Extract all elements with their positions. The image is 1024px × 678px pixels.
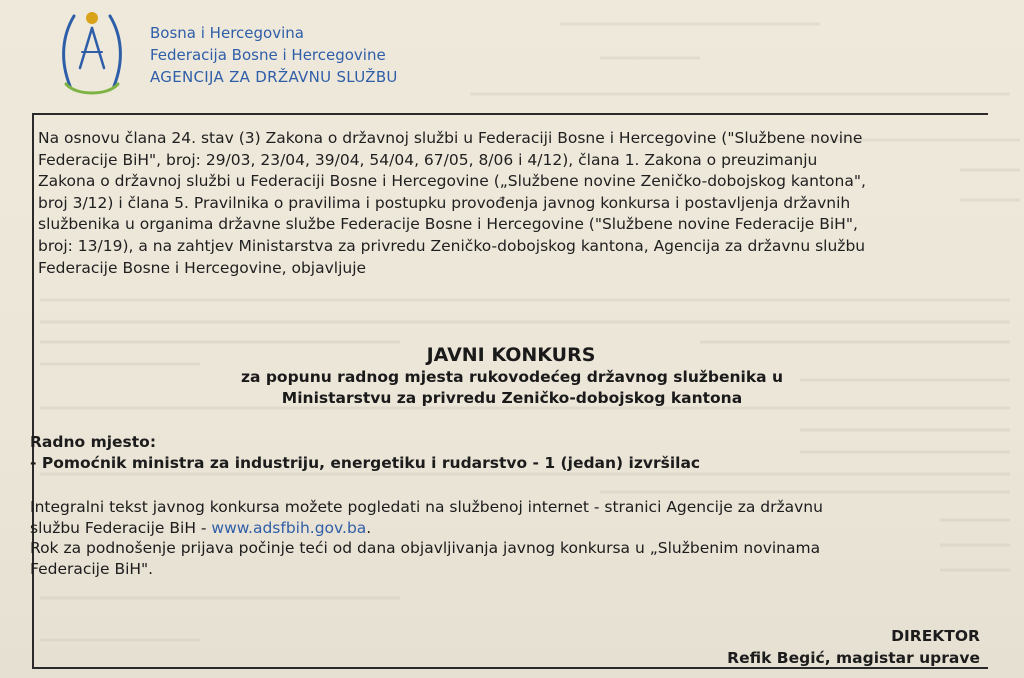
competition-title: JAVNI KONKURS [426,344,596,366]
preamble-line: službenika u organima državne službe Federacije Bosne i Hercegovine ("Službene novine Federacije BiH", [38,215,858,234]
preamble-line: Federacije BiH", broj: 29/03, 23/04, 39/04, 54/04, 67/05, 8/06 i 4/12), člana 1. Zakona o preuzimanju [38,150,818,169]
competition-subtitle-line1: za popunu radnog mjesta rukovodećeg državnog službenika u [240,368,784,386]
preamble-line: broj 3/12) i člana 5. Pravilnika o pravilima i postupku provođenja javnog konkursa i postavljenja državnih [38,193,851,212]
info-line4: Federacije BiH". [30,559,154,578]
agency-name: AGENCIJA ZA DRŽAVNU SLUŽBU [150,68,398,86]
competition-title-block [0,343,1024,409]
header-rule [32,113,988,115]
signature-block [727,625,980,669]
agency-logo-icon [52,6,132,102]
info-line1: Integralni tekst javnog konkursa možete pogledati na službenoj internet - stranici Agencije za državnu [30,498,823,516]
position-value: - Pomoćnik ministra za industriju, energetiku i rudarstvo - 1 (jedan) izvršilac [30,454,701,472]
info-block [30,497,823,579]
agency-name-block [150,22,398,88]
preamble-line: broj: 13/19), a na zahtjev Ministarstva za privredu Zeničko-dobojskog kantona, Agencija za državnu službu [38,236,866,255]
preamble-line: Federacije Bosne i Hercegovine, objavljuje [38,258,367,277]
info-line3: Rok za podnošenje prijava počinje teći od dana objavljivanja javnog konkursa u „Službenim novinama [30,539,821,557]
info-line2-prefix: službu Federacije BiH - [30,518,212,537]
position-block [30,432,700,474]
competition-subtitle-line2: Ministarstvu za privredu Zeničko-dobojskog kantona [281,389,743,407]
position-label: Radno mjesto: [30,433,157,451]
legal-preamble [38,128,968,279]
preamble-line: Na osnovu člana 24. stav (3) Zakona o državnoj službi u Federaciji Bosne i Hercegovine ("Službene novine [38,129,863,147]
agency-website-link[interactable]: www.adsfbih.gov.ba [211,518,367,537]
agency-country: Bosna i Hercegovina [150,24,304,42]
signature-role: DIREKTOR [891,627,980,645]
agency-header [52,6,532,106]
info-line2 [30,518,823,539]
info-line2-suffix: . [366,518,372,537]
signature-name: Refik Begić, magistar uprave [727,649,980,667]
preamble-line: Zakona o državnoj službi u Federaciji Bosne i Hercegovine („Službene novine Zeničko-dobojskog kantona", [38,172,866,191]
agency-federation: Federacija Bosne i Hercegovine [150,46,386,64]
